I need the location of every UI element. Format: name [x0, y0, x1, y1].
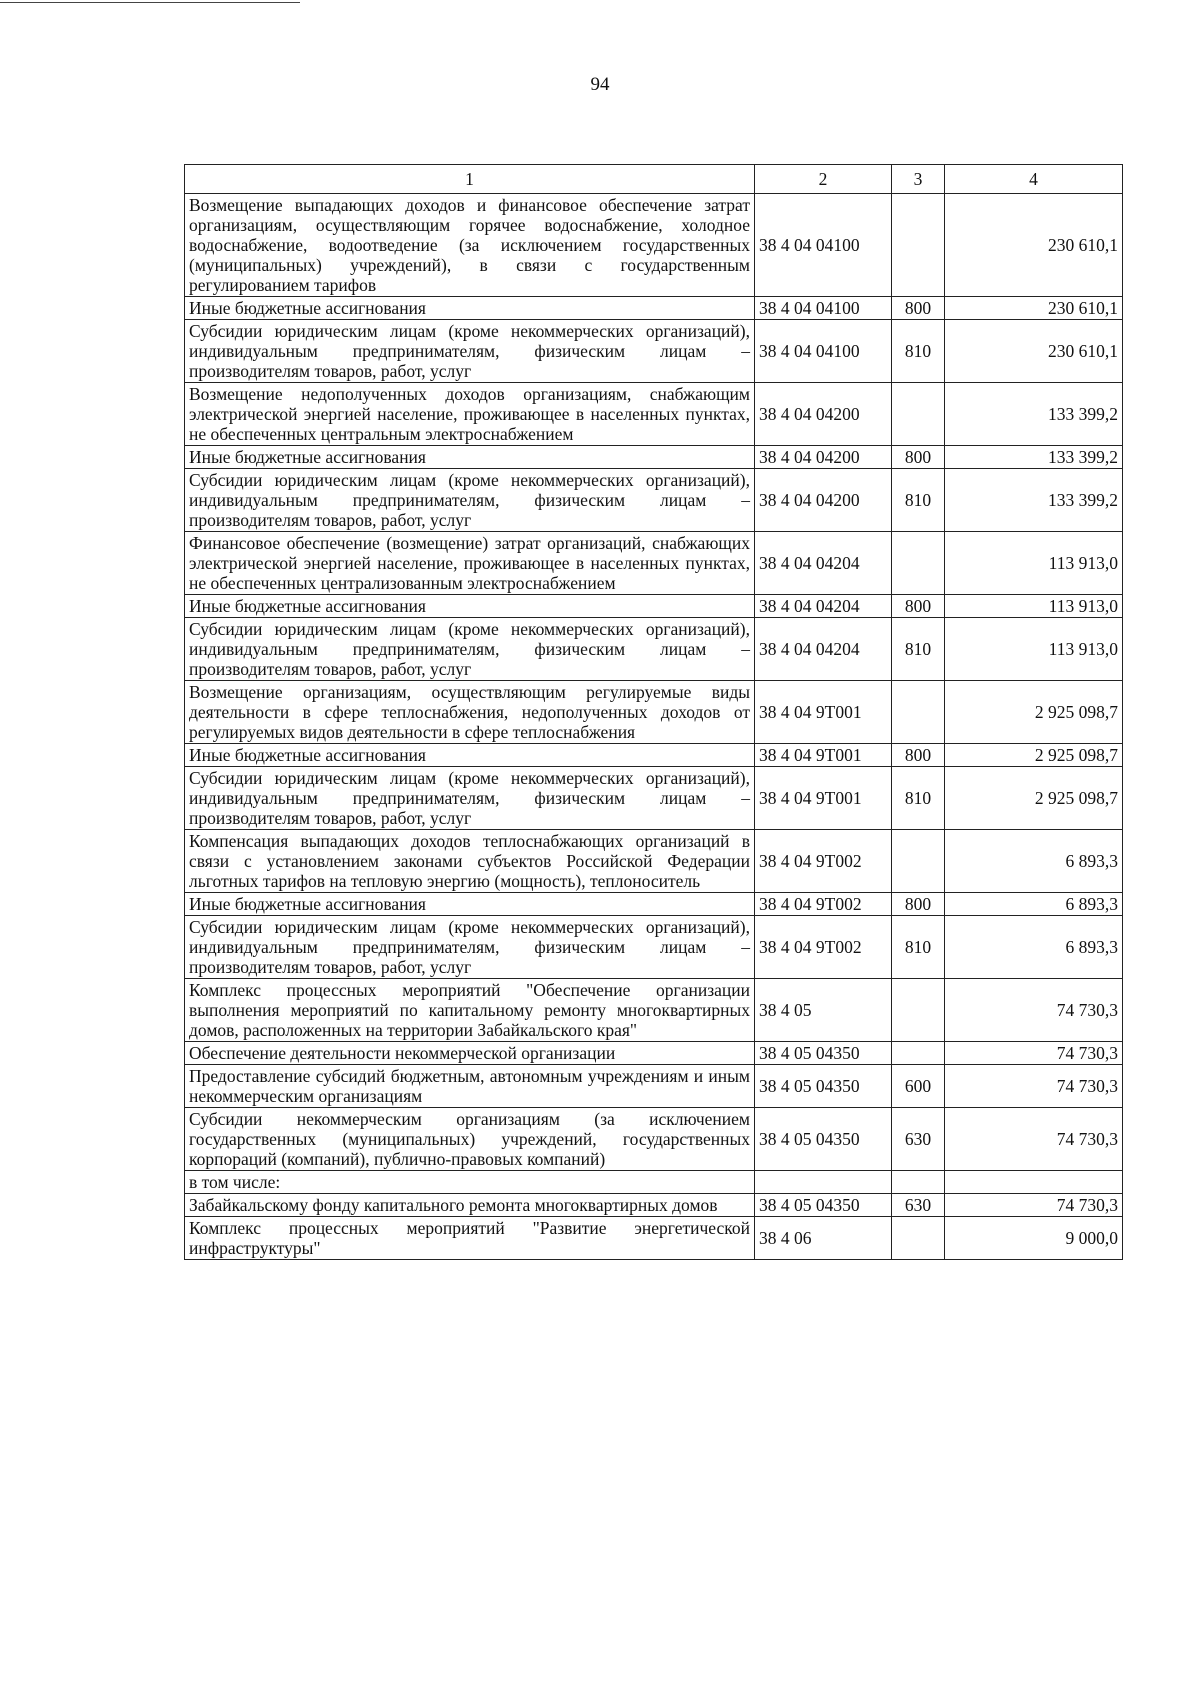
row-type-cell: [892, 383, 945, 446]
row-amount-cell: 74 730,3: [945, 1042, 1123, 1065]
row-amount-cell: 6 893,3: [945, 893, 1123, 916]
row-name-cell: Иные бюджетные ассигнования: [185, 297, 755, 320]
row-amount-cell: 230 610,1: [945, 297, 1123, 320]
row-amount-cell: 9 000,0: [945, 1217, 1123, 1260]
row-code-cell: 38 4 05 04350: [755, 1108, 892, 1171]
row-type-cell: 810: [892, 469, 945, 532]
row-amount-cell: 133 399,2: [945, 469, 1123, 532]
row-name-cell: Комплекс процессных мероприятий "Развитие энергетической инфраструктуры": [185, 1217, 755, 1260]
row-code-cell: 38 4 04 04100: [755, 320, 892, 383]
table-row: [185, 194, 1123, 297]
table-row: [185, 893, 1123, 916]
table-row: [185, 916, 1123, 979]
row-amount-cell: 6 893,3: [945, 916, 1123, 979]
row-amount-cell: 113 913,0: [945, 532, 1123, 595]
header-cell-amount: 4: [945, 165, 1123, 194]
row-code-cell: 38 4 05 04350: [755, 1194, 892, 1217]
row-type-cell: 810: [892, 618, 945, 681]
table-row: [185, 1042, 1123, 1065]
table-row: [185, 1171, 1123, 1194]
row-code-cell: 38 4 04 04200: [755, 383, 892, 446]
row-amount-cell: 74 730,3: [945, 1065, 1123, 1108]
row-code-cell: 38 4 04 04200: [755, 446, 892, 469]
row-type-cell: 800: [892, 893, 945, 916]
row-type-cell: 630: [892, 1108, 945, 1171]
row-amount-cell: [945, 1171, 1123, 1194]
budget-table-body: [185, 165, 1123, 1260]
row-amount-cell: 113 913,0: [945, 595, 1123, 618]
row-amount-cell: 2 925 098,7: [945, 744, 1123, 767]
row-code-cell: 38 4 04 9Т001: [755, 767, 892, 830]
row-code-cell: 38 4 04 04204: [755, 618, 892, 681]
row-name-cell: Иные бюджетные ассигнования: [185, 595, 755, 618]
row-code-cell: 38 4 06: [755, 1217, 892, 1260]
row-code-cell: 38 4 04 04204: [755, 532, 892, 595]
row-name-cell: Возмещение недополученных доходов организациям, снабжающим электрической энергией население, проживающее в населенных пунктах, не обеспеченных центральным электроснабжением: [185, 383, 755, 446]
row-type-cell: [892, 681, 945, 744]
row-type-cell: 800: [892, 446, 945, 469]
table-row: [185, 681, 1123, 744]
row-type-cell: [892, 979, 945, 1042]
table-row: [185, 469, 1123, 532]
row-amount-cell: 2 925 098,7: [945, 681, 1123, 744]
row-code-cell: 38 4 04 9Т002: [755, 893, 892, 916]
row-name-cell: Иные бюджетные ассигнования: [185, 744, 755, 767]
row-amount-cell: 230 610,1: [945, 320, 1123, 383]
row-code-cell: 38 4 04 9Т001: [755, 681, 892, 744]
table-row: [185, 1217, 1123, 1260]
row-type-cell: [892, 194, 945, 297]
row-name-cell: Субсидии юридическим лицам (кроме некоммерческих организаций), индивидуальным предпринимателям, физическим лицам – производителям товаров, работ, услуг: [185, 916, 755, 979]
row-name-cell: Субсидии юридическим лицам (кроме некоммерческих организаций), индивидуальным предпринимателям, физическим лицам – производителям товаров, работ, услуг: [185, 320, 755, 383]
table-row: [185, 979, 1123, 1042]
row-name-cell: Субсидии некоммерческим организациям (за исключением государственных (муниципальных) учреждений, государственных корпораций (компаний), публично-правовых компаний): [185, 1108, 755, 1171]
table-row: [185, 1194, 1123, 1217]
row-type-cell: [892, 532, 945, 595]
row-code-cell: 38 4 04 04200: [755, 469, 892, 532]
table-row: [185, 446, 1123, 469]
row-name-cell: Обеспечение деятельности некоммерческой организации: [185, 1042, 755, 1065]
row-name-cell: Субсидии юридическим лицам (кроме некоммерческих организаций), индивидуальным предпринимателям, физическим лицам – производителям товаров, работ, услуг: [185, 618, 755, 681]
row-amount-cell: 113 913,0: [945, 618, 1123, 681]
row-type-cell: 800: [892, 595, 945, 618]
row-name-cell: Забайкальскому фонду капитального ремонта многоквартирных домов: [185, 1194, 755, 1217]
row-type-cell: [892, 1217, 945, 1260]
row-code-cell: 38 4 04 04204: [755, 595, 892, 618]
row-code-cell: 38 4 04 9Т002: [755, 916, 892, 979]
row-code-cell: 38 4 05 04350: [755, 1042, 892, 1065]
top-edge-rule: [0, 2, 300, 3]
table-row: [185, 830, 1123, 893]
row-code-cell: 38 4 04 9Т001: [755, 744, 892, 767]
row-name-cell: Компенсация выпадающих доходов теплоснабжающих организаций в связи с установлением законами субъектов Российской Федерации льготных тарифов на тепловую энергию (мощность), теплоноситель: [185, 830, 755, 893]
row-name-cell: Возмещение выпадающих доходов и финансовое обеспечение затрат организациям, осуществляющим горячее водоснабжение, холодное водоснабжение, водоотведение (за исключением государственных (муниципальных) учреждений), в связи с государственным регулированием тарифов: [185, 194, 755, 297]
row-name-cell: Финансовое обеспечение (возмещение) затрат организаций, снабжающих электрической энергией население, проживающее в населенных пунктах, не обеспеченных централизованным электроснабжением: [185, 532, 755, 595]
table-row: [185, 1065, 1123, 1108]
row-type-cell: 600: [892, 1065, 945, 1108]
row-amount-cell: 74 730,3: [945, 1194, 1123, 1217]
row-amount-cell: 6 893,3: [945, 830, 1123, 893]
row-code-cell: 38 4 04 9Т002: [755, 830, 892, 893]
table-row: [185, 1108, 1123, 1171]
row-code-cell: 38 4 04 04100: [755, 297, 892, 320]
table-row: [185, 618, 1123, 681]
header-cell-type: 3: [892, 165, 945, 194]
budget-table: [184, 164, 1123, 1260]
row-type-cell: [892, 1042, 945, 1065]
row-amount-cell: 230 610,1: [945, 194, 1123, 297]
row-type-cell: [892, 1171, 945, 1194]
table-row: [185, 595, 1123, 618]
row-amount-cell: 74 730,3: [945, 979, 1123, 1042]
row-code-cell: 38 4 05: [755, 979, 892, 1042]
row-type-cell: 810: [892, 320, 945, 383]
row-amount-cell: 2 925 098,7: [945, 767, 1123, 830]
row-amount-cell: 133 399,2: [945, 446, 1123, 469]
row-code-cell: 38 4 05 04350: [755, 1065, 892, 1108]
table-row: [185, 297, 1123, 320]
row-name-cell: Иные бюджетные ассигнования: [185, 446, 755, 469]
header-cell-name: 1: [185, 165, 755, 194]
table-row: [185, 767, 1123, 830]
table-row: [185, 320, 1123, 383]
row-name-cell: Субсидии юридическим лицам (кроме некоммерческих организаций), индивидуальным предпринимателям, физическим лицам – производителям товаров, работ, услуг: [185, 767, 755, 830]
row-type-cell: 810: [892, 916, 945, 979]
header-cell-code: 2: [755, 165, 892, 194]
row-amount-cell: 133 399,2: [945, 383, 1123, 446]
table-row: [185, 383, 1123, 446]
row-type-cell: 630: [892, 1194, 945, 1217]
row-type-cell: 810: [892, 767, 945, 830]
row-name-cell: Субсидии юридическим лицам (кроме некоммерческих организаций), индивидуальным предпринимателям, физическим лицам – производителям товаров, работ, услуг: [185, 469, 755, 532]
row-code-cell: [755, 1171, 892, 1194]
row-name-cell: Иные бюджетные ассигнования: [185, 893, 755, 916]
row-name-cell: Комплекс процессных мероприятий "Обеспечение организации выполнения мероприятий по капитальному ремонту многоквартирных домов, расположенных на территории Забайкальского края": [185, 979, 755, 1042]
row-type-cell: [892, 830, 945, 893]
row-type-cell: 800: [892, 744, 945, 767]
row-name-cell: в том числе:: [185, 1171, 755, 1194]
row-amount-cell: 74 730,3: [945, 1108, 1123, 1171]
row-name-cell: Возмещение организациям, осуществляющим регулируемые виды деятельности в сфере теплоснабжения, недополученных доходов от регулируемых видов деятельности в сфере теплоснабжения: [185, 681, 755, 744]
row-code-cell: 38 4 04 04100: [755, 194, 892, 297]
table-row: [185, 532, 1123, 595]
row-type-cell: 800: [892, 297, 945, 320]
page-number: 94: [590, 74, 610, 95]
table-header-row: [185, 165, 1123, 194]
table-row: [185, 744, 1123, 767]
row-name-cell: Предоставление субсидий бюджетным, автономным учреждениям и иным некоммерческим организациям: [185, 1065, 755, 1108]
